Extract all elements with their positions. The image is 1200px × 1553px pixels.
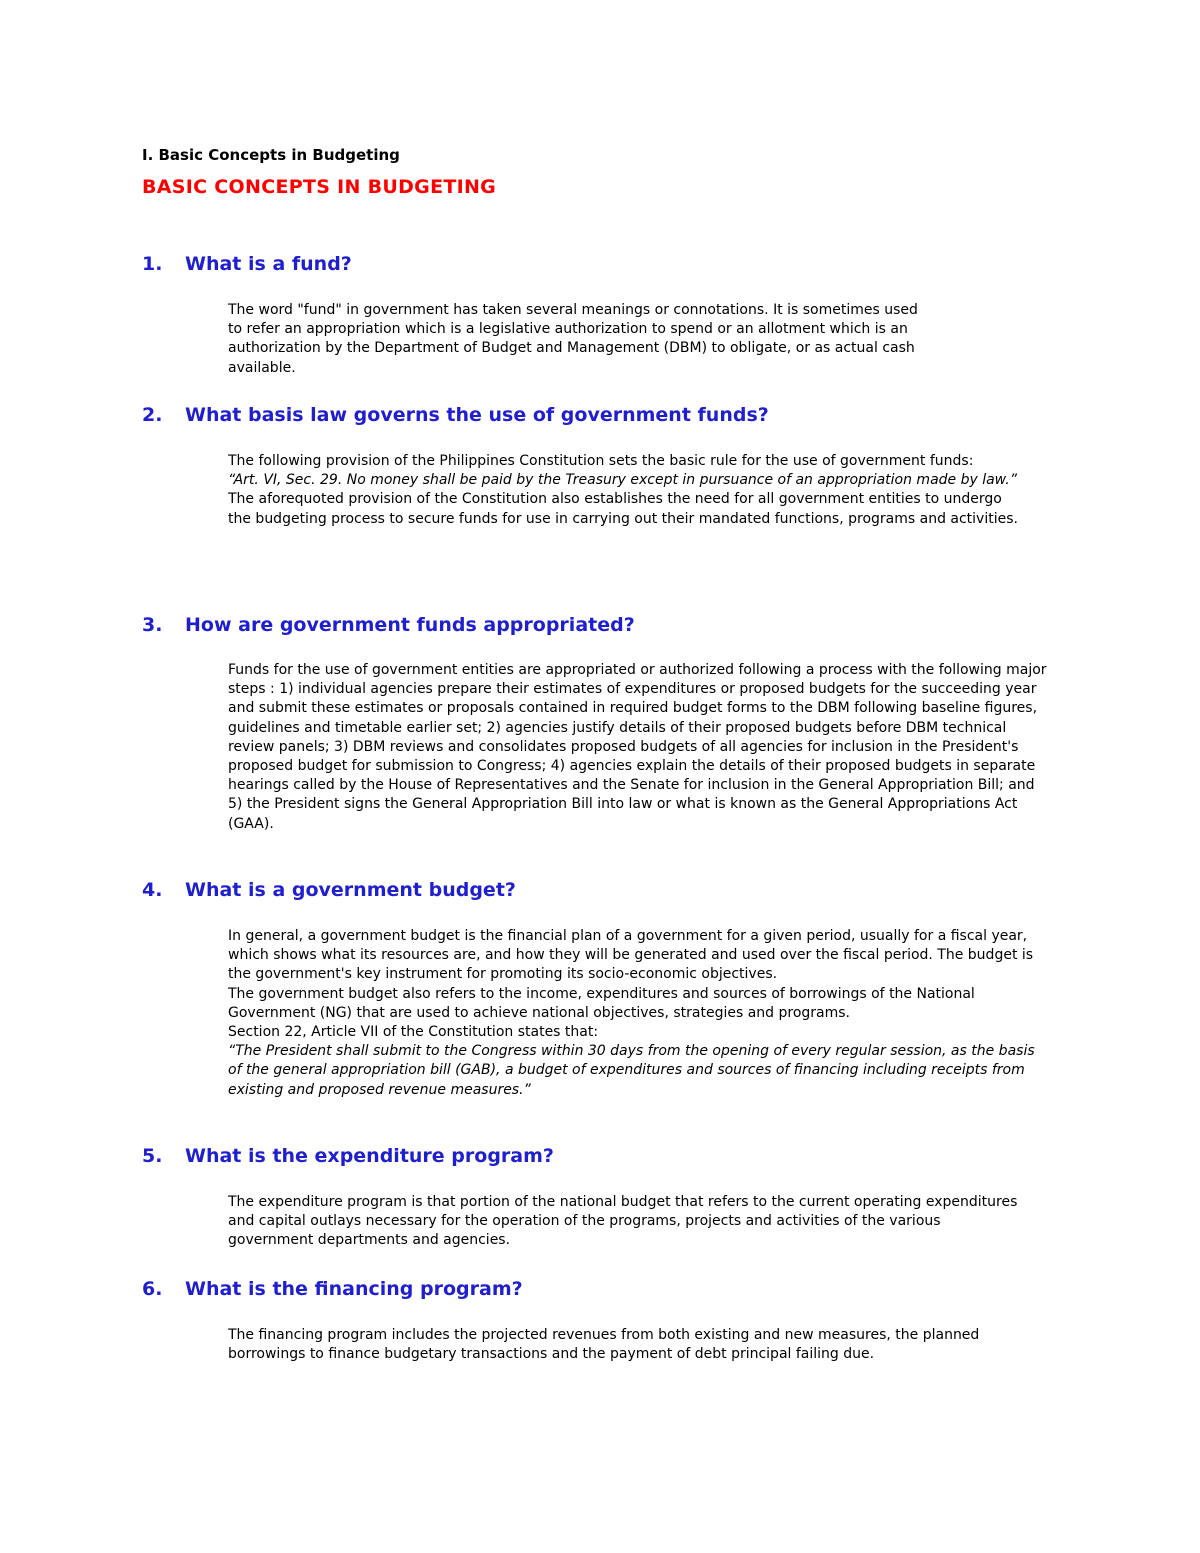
main-title: BASIC CONCEPTS IN BUDGETING xyxy=(142,176,497,198)
answer-1 xyxy=(228,301,918,378)
answer-paragraph: The aforequoted provision of the Constitution also establishes the need for all government entities to undergo the budgeting process to secure funds for use in carrying out their mandated functions, programs and activities. xyxy=(228,491,1018,527)
answer-paragraph: Funds for the use of government entities are appropriated or authorized following a process with the following major steps : 1) individual agencies prepare their estimates of expenditures or proposed budgets for the succeeding year and submit these estimates or proposals contained in required budget forms to the DBM following baseline figures, guidelines and timetable earlier set; 2) agencies justify details of their proposed budgets before DBM technical review panels; 3) DBM reviews and consolidates proposed budgets of all agencies for inclusion in the President's proposed budget for submission to Congress; 4) agencies explain the details of their proposed budgets in separate hearings called by the House of Representatives and the Senate for inclusion in the General Appropriation Bill; and 5) the President signs the General Appropriation Bill into law or what is known as the General Appropriations Act (GAA). xyxy=(228,662,1047,832)
answer-6 xyxy=(228,1326,1028,1364)
question-text: What is a fund? xyxy=(185,253,352,275)
answer-paragraph: The word "fund" in government has taken several meanings or connotations. It is sometimes used to refer an appropriation which is a legislative authorization to spend or an allotment which is an authorization by the Department of Budget and Management (DBM) to obligate, or as actual cash available. xyxy=(228,302,918,376)
question-6-heading xyxy=(142,1276,523,1302)
question-1-heading xyxy=(142,251,352,277)
question-number: 6. xyxy=(142,1278,163,1300)
question-number: 1. xyxy=(142,253,163,275)
answer-paragraph: The government budget also refers to the income, expenditures and sources of borrowings of the National Government (NG) that are used to achieve national objectives, strategies and programs. xyxy=(228,985,975,1021)
question-number: 5. xyxy=(142,1145,163,1167)
constitution-quote: “Art. VI, Sec. 29. No money shall be paid by the Treasury except in pursuance of an appropriation made by law.” xyxy=(228,472,1017,489)
answer-paragraph: In general, a government budget is the financial plan of a government for a given period, usually for a fiscal year, which shows what its resources are, and how they will be generated and used over the fiscal period. The budget is the government's key instrument for promoting its socio-economic objectives. xyxy=(228,928,1034,983)
question-number: 3. xyxy=(142,614,163,636)
answer-paragraph: The expenditure program is that portion of the national budget that refers to the current operating expenditures and capital outlays necessary for the operation of the programs, projects and activities of the various government departments and agencies. xyxy=(228,1194,1018,1249)
answer-paragraph: Section 22, Article VII of the Constitution states that: xyxy=(228,1024,599,1041)
question-text: What is the expenditure program? xyxy=(185,1145,554,1167)
question-text: What is the financing program? xyxy=(185,1278,523,1300)
question-2-heading xyxy=(142,402,769,428)
question-number: 4. xyxy=(142,879,163,901)
constitution-quote: “The President shall submit to the Congress within 30 days from the opening of every regular session, as the basis of the general appropriation bill (GAB), a budget of expenditures and sources of financing including receipts from existing and proposed revenue measures.” xyxy=(228,1043,1035,1098)
answer-2 xyxy=(228,452,1028,529)
answer-3 xyxy=(228,661,1048,834)
answer-paragraph: The following provision of the Philippines Constitution sets the basic rule for the use of government funds: xyxy=(228,453,974,469)
answer-4 xyxy=(228,927,1048,1100)
question-text: What is a government budget? xyxy=(185,879,516,901)
question-5-heading xyxy=(142,1143,554,1169)
question-text: What basis law governs the use of government funds? xyxy=(185,404,769,426)
section-heading: I. Basic Concepts in Budgeting xyxy=(142,146,400,164)
question-3-heading xyxy=(142,612,635,638)
question-4-heading xyxy=(142,877,516,903)
answer-paragraph: The financing program includes the projected revenues from both existing and new measures, the planned borrowings to finance budgetary transactions and the payment of debt principal failing due. xyxy=(228,1327,980,1363)
question-text: How are government funds appropriated? xyxy=(185,614,635,636)
question-number: 2. xyxy=(142,404,163,426)
answer-5 xyxy=(228,1193,1028,1251)
